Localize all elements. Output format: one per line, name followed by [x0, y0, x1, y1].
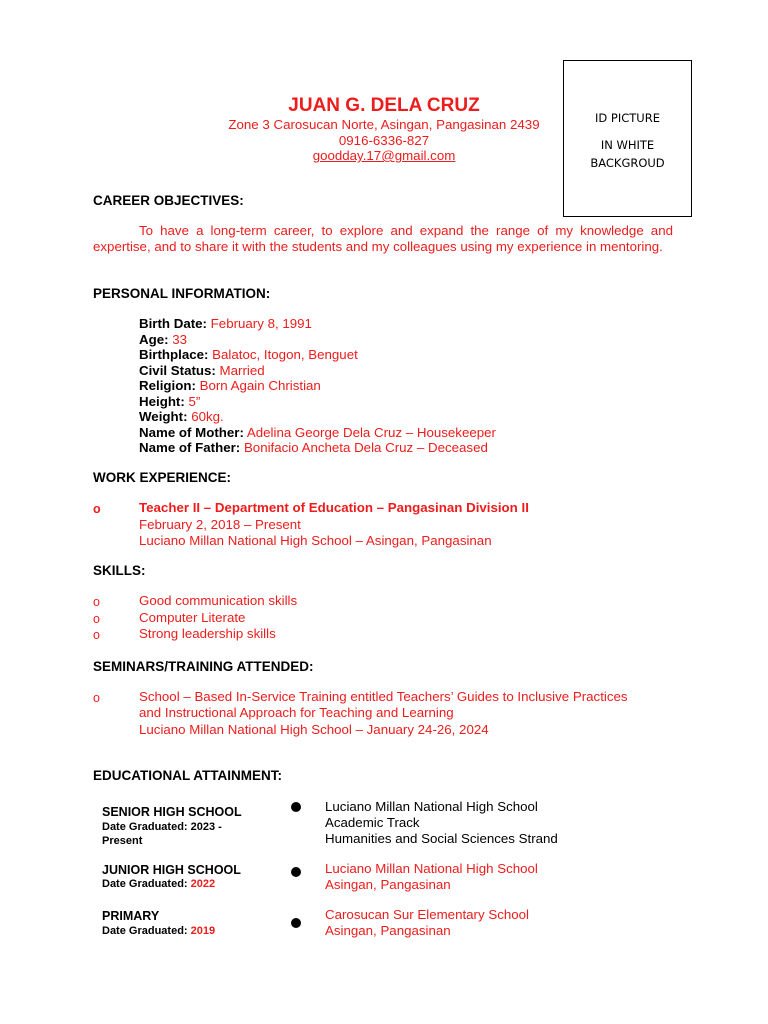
- personal-field-civil-status: Civil Status: Married: [139, 362, 265, 378]
- seminars-heading: SEMINARS/TRAINING ATTENDED:: [93, 659, 314, 674]
- personal-field-age: Age: 33: [139, 331, 188, 347]
- skills-heading: SKILLS:: [93, 563, 146, 578]
- edu-level-junior-high: JUNIOR HIGH SCHOOL: [102, 863, 241, 877]
- personal-information-list: [139, 316, 496, 456]
- edu-level-senior-high: SENIOR HIGH SCHOOL: [102, 805, 242, 819]
- personal-field-birthplace: Birthplace: Balatoc, Itogon, Benguet: [139, 347, 358, 362]
- seminar-bullet: o: [93, 691, 100, 705]
- personal-information-heading: PERSONAL INFORMATION:: [93, 286, 271, 301]
- edu-level-primary: PRIMARY: [102, 909, 160, 923]
- id-box-line-1: ID PICTURE: [595, 111, 660, 125]
- career-objectives-heading: CAREER OBJECTIVES:: [93, 193, 244, 208]
- skill-item: Strong leadership skills: [139, 626, 276, 641]
- id-picture-placeholder: [563, 60, 692, 217]
- edu-school-primary: Carosucan Sur Elementary School Asingan, Pangasinan: [325, 907, 529, 938]
- skill-item: Good communication skills: [139, 593, 298, 608]
- bullet-dot: [291, 802, 301, 812]
- work-title: Teacher II – Department of Education – Pangasinan Division II: [139, 500, 529, 515]
- skill-bullet: o: [93, 628, 100, 642]
- educational-attainment-heading: EDUCATIONAL ATTAINMENT:: [93, 768, 282, 783]
- phone-number: 0916-6336-827: [338, 132, 430, 148]
- personal-field-height: Height: 5”: [139, 393, 201, 409]
- edu-date-junior-high: Date Graduated: 2022: [102, 878, 216, 890]
- personal-field-weight: Weight: 60kg.: [139, 409, 224, 424]
- personal-field-father: Name of Father: Bonifacio Ancheta Dela Cruz – Deceased: [139, 440, 488, 455]
- career-objectives-text: To have a long-term career, to explore and expand the range of my knowledge and expertise, and to share it with the students and my colleagues using my experience in mentoring.: [93, 223, 673, 254]
- edu-date-senior-high: Date Graduated: 2023 -: [102, 821, 222, 833]
- email-link[interactable]: goodday.17@gmail.com: [312, 148, 456, 163]
- seminar-title-line-2: and Instructional Approach for Teaching and Learning: [139, 705, 454, 720]
- address: Zone 3 Carosucan Norte, Asingan, Pangasinan 2439: [228, 117, 540, 132]
- resume-header: [160, 95, 608, 164]
- personal-field-mother: Name of Mother: Adelina George Dela Cruz – Housekeeper: [139, 424, 496, 440]
- personal-field-birth-date: Birth Date: February 8, 1991: [139, 316, 312, 331]
- work-dates: February 2, 2018 – Present: [139, 517, 301, 532]
- seminar-venue-date: Luciano Millan National High School – January 24-26, 2024: [139, 722, 489, 737]
- edu-date-senior-high-cont: Present: [102, 835, 143, 847]
- applicant-name: JUAN G. DELA CRUZ: [288, 95, 480, 116]
- seminar-title-line-1: School – Based In-Service Training entitled Teachers’ Guides to Inclusive Practices: [139, 689, 628, 704]
- edu-school-senior-high: Luciano Millan National High School Academic Track Humanities and Social Sciences Strand: [325, 799, 558, 846]
- bullet-dot: [291, 918, 301, 928]
- id-box-line-2: IN WHITE: [600, 138, 655, 152]
- work-place: Luciano Millan National High School – Asingan, Pangasinan: [139, 533, 492, 548]
- skill-bullet: o: [93, 612, 100, 626]
- edu-date-primary: Date Graduated: 2019: [102, 925, 216, 937]
- edu-school-junior-high: Luciano Millan National High School Asingan, Pangasinan: [325, 861, 538, 892]
- work-experience-heading: WORK EXPERIENCE:: [93, 470, 232, 485]
- work-bullet: o: [93, 502, 101, 516]
- skill-bullet: o: [93, 595, 100, 609]
- skill-item: Computer Literate: [139, 610, 246, 625]
- personal-field-religion: Religion: Born Again Christian: [139, 378, 321, 393]
- bullet-dot: [291, 867, 301, 877]
- id-box-line-3: BACKGROUD: [590, 156, 665, 170]
